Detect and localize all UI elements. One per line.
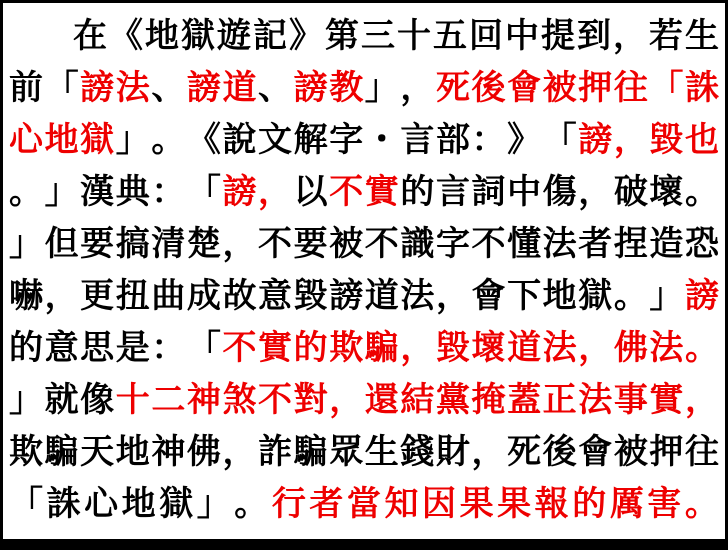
text-line <box>9 427 719 479</box>
glyph: 。 <box>684 486 719 523</box>
text-line <box>9 115 719 167</box>
glyph: 言 <box>400 122 435 159</box>
glyph: 曲 <box>151 278 186 315</box>
glyph: 典 <box>115 174 150 211</box>
text-line <box>9 271 719 323</box>
glyph: ， <box>613 122 648 159</box>
glyph: 往 <box>684 434 719 471</box>
glyph: 。 <box>684 330 719 367</box>
glyph: 心 <box>9 122 43 159</box>
glyph: 不 <box>471 226 506 263</box>
glyph: ， <box>44 278 79 315</box>
glyph: 欺 <box>9 434 43 471</box>
glyph: ， <box>222 434 257 471</box>
glyph: 結 <box>400 382 435 419</box>
glyph: 提 <box>541 18 575 55</box>
glyph: 》 <box>507 122 542 159</box>
glyph: 死 <box>507 434 542 471</box>
glyph: 會 <box>507 70 542 107</box>
glyph: 天 <box>80 434 115 471</box>
glyph: 者 <box>309 486 344 523</box>
glyph: 法 <box>400 278 435 315</box>
glyph: 第 <box>325 18 359 55</box>
glyph: 黨 <box>435 382 470 419</box>
glyph: 不 <box>329 174 364 211</box>
glyph: 毀 <box>293 278 328 315</box>
glyph: 地 <box>121 486 156 523</box>
glyph: 。 <box>613 278 648 315</box>
glyph: 到 <box>577 18 611 55</box>
glyph: 謗 <box>329 278 364 315</box>
glyph: 遊 <box>217 18 251 55</box>
glyph: 傷 <box>542 174 577 211</box>
glyph: ， <box>471 434 506 471</box>
glyph: ， <box>578 174 613 211</box>
glyph: 」 <box>115 122 150 159</box>
glyph: 要 <box>80 226 115 263</box>
glyph: ： <box>151 174 186 211</box>
glyph: 不 <box>258 226 293 263</box>
glyph: 《 <box>186 122 221 159</box>
glyph: 」 <box>649 278 684 315</box>
glyph: ， <box>258 174 293 211</box>
glyph: 字 <box>435 226 470 263</box>
text-line <box>9 219 719 271</box>
glyph: 心 <box>84 486 119 523</box>
glyph: ， <box>329 382 364 419</box>
glyph: 害 <box>647 486 682 523</box>
glyph: 因 <box>422 486 457 523</box>
glyph: 死 <box>435 70 470 107</box>
glyph: ： <box>471 122 506 159</box>
glyph: 報 <box>534 486 569 523</box>
glyph: 實 <box>364 174 399 211</box>
glyph: 解 <box>293 122 328 159</box>
glyph: 佛 <box>613 330 648 367</box>
glyph: 獄 <box>80 122 115 159</box>
glyph: 三 <box>361 18 395 55</box>
glyph: 十 <box>115 382 150 419</box>
glyph: 嚇 <box>9 278 43 315</box>
glyph: 道 <box>222 70 257 107</box>
glyph: 地 <box>145 18 179 55</box>
glyph: 果 <box>459 486 494 523</box>
glyph: 被 <box>613 434 648 471</box>
text-line <box>9 63 719 115</box>
glyph: 事 <box>613 382 648 419</box>
glyph: ・ <box>364 122 399 159</box>
glyph: 、 <box>258 70 293 107</box>
glyph: 謗 <box>80 70 115 107</box>
glyph: 》 <box>289 18 323 55</box>
glyph: 是 <box>115 330 150 367</box>
glyph: 更 <box>80 278 115 315</box>
glyph: 騙 <box>364 330 399 367</box>
glyph: 果 <box>497 486 532 523</box>
glyph: 中 <box>505 18 539 55</box>
glyph: 獄 <box>159 486 194 523</box>
glyph: 掩 <box>471 382 506 419</box>
glyph: 道 <box>507 330 542 367</box>
glyph: 」 <box>44 174 79 211</box>
glyph: 法 <box>578 382 613 419</box>
glyph: 謗 <box>222 174 257 211</box>
glyph: 清 <box>151 226 186 263</box>
glyph: 扭 <box>115 278 150 315</box>
glyph: 壞 <box>471 330 506 367</box>
glyph: 教 <box>329 70 364 107</box>
glyph: 押 <box>649 434 684 471</box>
glyph: 故 <box>222 278 257 315</box>
glyph: 部 <box>435 122 470 159</box>
glyph: 誅 <box>684 70 719 107</box>
text-line <box>9 375 719 427</box>
glyph: 「 <box>186 330 221 367</box>
glyph: 知 <box>384 486 419 523</box>
glyph: 懂 <box>507 226 542 263</box>
glyph: 實 <box>649 382 684 419</box>
glyph: 法 <box>115 70 150 107</box>
glyph: 回 <box>469 18 503 55</box>
glyph: 法 <box>649 330 684 367</box>
glyph: 楚 <box>186 226 221 263</box>
glyph: 生 <box>364 434 399 471</box>
glyph: 。 <box>151 122 186 159</box>
glyph: 騙 <box>293 434 328 471</box>
glyph: 造 <box>649 226 684 263</box>
glyph: ， <box>400 70 435 107</box>
glyph: 在 <box>73 18 107 55</box>
glyph: 「 <box>44 70 79 107</box>
glyph: 押 <box>578 70 613 107</box>
glyph: 謗 <box>293 70 328 107</box>
paragraph-text <box>9 11 719 531</box>
glyph: 、 <box>151 70 186 107</box>
glyph: 字 <box>329 122 364 159</box>
glyph: 以 <box>293 174 328 211</box>
glyph: 謗 <box>186 70 221 107</box>
glyph: 壞 <box>649 174 684 211</box>
glyph: 破 <box>613 174 648 211</box>
glyph: ， <box>578 330 613 367</box>
glyph: 後 <box>542 434 577 471</box>
glyph: 識 <box>400 226 435 263</box>
glyph: 意 <box>44 330 79 367</box>
glyph: 文 <box>258 122 293 159</box>
glyph: 。 <box>684 174 719 211</box>
glyph: 生 <box>685 18 719 55</box>
glyph: ， <box>684 382 719 419</box>
glyph: 二 <box>151 382 186 419</box>
glyph: ， <box>400 330 435 367</box>
glyph: 」 <box>9 382 43 419</box>
glyph: 捏 <box>613 226 648 263</box>
glyph: 神 <box>186 382 221 419</box>
glyph: 十 <box>397 18 431 55</box>
glyph: 謗 <box>684 278 719 315</box>
glyph: 財 <box>435 434 470 471</box>
glyph: 但 <box>44 226 79 263</box>
glyph: 的 <box>572 486 607 523</box>
glyph: ， <box>222 226 257 263</box>
glyph: 成 <box>186 278 221 315</box>
glyph: 眾 <box>329 434 364 471</box>
glyph: 被 <box>329 226 364 263</box>
glyph: 行 <box>271 486 306 523</box>
glyph: 」 <box>364 70 399 107</box>
glyph: 當 <box>346 486 381 523</box>
glyph: 厲 <box>609 486 644 523</box>
glyph: 毀 <box>435 330 470 367</box>
glyph: 就 <box>44 382 79 419</box>
glyph: 被 <box>542 70 577 107</box>
glyph: 言 <box>435 174 470 211</box>
glyph: 神 <box>151 434 186 471</box>
glyph: 者 <box>578 226 613 263</box>
glyph: 五 <box>433 18 467 55</box>
glyph: 意 <box>258 278 293 315</box>
glyph: 還 <box>364 382 399 419</box>
glyph: 「 <box>649 70 684 107</box>
glyph: 。 <box>234 486 269 523</box>
glyph: 會 <box>578 434 613 471</box>
glyph: 記 <box>253 18 287 55</box>
glyph: 「 <box>542 122 577 159</box>
glyph: ： <box>151 330 186 367</box>
glyph: 對 <box>293 382 328 419</box>
glyph: 像 <box>80 382 115 419</box>
glyph: 騙 <box>44 434 79 471</box>
text-line <box>9 167 719 219</box>
glyph: 實 <box>258 330 293 367</box>
glyph: 錢 <box>400 434 435 471</box>
glyph: 說 <box>222 122 257 159</box>
glyph: 。 <box>9 174 43 211</box>
glyph: 的 <box>400 174 435 211</box>
glyph: 蓋 <box>507 382 542 419</box>
glyph: 也 <box>684 122 719 159</box>
glyph: 謗 <box>578 122 613 159</box>
glyph: 「 <box>186 174 221 211</box>
glyph: 地 <box>542 278 577 315</box>
glyph: ， <box>435 278 470 315</box>
glyph: 往 <box>613 70 648 107</box>
glyph: 若 <box>649 18 683 55</box>
glyph: 佛 <box>186 434 221 471</box>
glyph: 前 <box>9 70 43 107</box>
glyph: 詐 <box>258 434 293 471</box>
glyph: 恐 <box>684 226 719 263</box>
glyph: 《 <box>109 18 143 55</box>
glyph: 法 <box>542 226 577 263</box>
paragraph-indent <box>9 37 71 38</box>
glyph: 會 <box>471 278 506 315</box>
glyph: 毀 <box>649 122 684 159</box>
glyph: 的 <box>293 330 328 367</box>
glyph: 煞 <box>222 382 257 419</box>
glyph: 道 <box>364 278 399 315</box>
glyph: 中 <box>507 174 542 211</box>
glyph: ， <box>613 18 647 55</box>
glyph: 獄 <box>181 18 215 55</box>
glyph: 的 <box>9 330 43 367</box>
glyph: 思 <box>80 330 115 367</box>
glyph: 詞 <box>471 174 506 211</box>
glyph: 後 <box>471 70 506 107</box>
glyph: 「 <box>9 486 43 523</box>
text-line <box>9 323 719 375</box>
glyph: 法 <box>542 330 577 367</box>
glyph: 欺 <box>329 330 364 367</box>
glyph: 不 <box>364 226 399 263</box>
glyph: 下 <box>507 278 542 315</box>
glyph: 正 <box>542 382 577 419</box>
glyph: 地 <box>115 434 150 471</box>
text-line <box>9 11 719 63</box>
text-line <box>9 479 719 531</box>
glyph: 誅 <box>46 486 81 523</box>
glyph: 不 <box>222 330 257 367</box>
glyph: 」 <box>196 486 231 523</box>
glyph: 」 <box>9 226 43 263</box>
glyph: 不 <box>258 382 293 419</box>
glyph: 搞 <box>115 226 150 263</box>
glyph: 要 <box>293 226 328 263</box>
glyph: 地 <box>44 122 79 159</box>
glyph: 獄 <box>578 278 613 315</box>
glyph: 漢 <box>80 174 115 211</box>
